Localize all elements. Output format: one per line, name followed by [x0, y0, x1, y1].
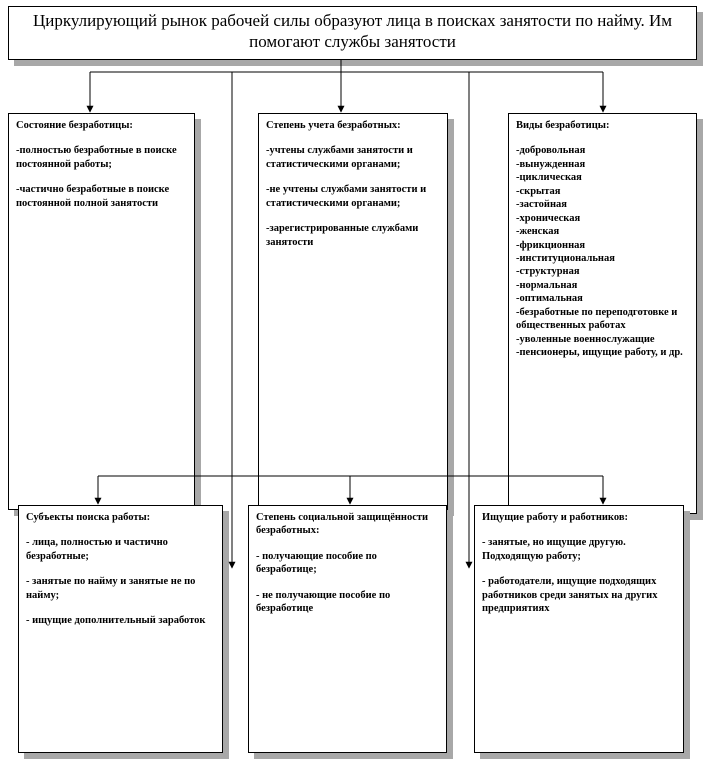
- seekers-item: - занятые, но ищущие другую. Подходящую работу;: [482, 537, 626, 562]
- job-search-subjects-item: - лица, полностью и частично безработные;: [26, 537, 168, 562]
- unemployment-type-item: -структурная: [516, 266, 580, 278]
- unemployment-type-item: -безработные по переподготовке и общественных работах: [516, 306, 678, 332]
- accounting-degree-item: -зарегистрированные службами занятости: [266, 223, 419, 248]
- seekers-item: - работодатели, ищущие подходящих работников среди занятых на других предприятиях: [482, 576, 658, 615]
- unemployment-type-item: -циклическая: [516, 172, 582, 184]
- unemployment-types-title: Виды безработицы:: [516, 120, 610, 131]
- unemployment-type-item: -женская: [516, 226, 560, 238]
- unemployment-type-item: -добровольная: [516, 145, 586, 157]
- accounting-degree-title: Степень учета безработных:: [266, 120, 401, 131]
- social-protection-title: Степень социальной защищённости безработных:: [256, 512, 429, 537]
- job-search-subjects-title: Субъекты поиска работы:: [26, 512, 151, 523]
- unemployment-state-title: Состояние безработицы:: [16, 120, 133, 131]
- job-search-subjects-box: [18, 505, 223, 753]
- header-box: [8, 6, 697, 60]
- unemployment-type-item: -оптимальная: [516, 293, 583, 305]
- social-protection-item: - не получающие пособие по безработице: [256, 589, 391, 615]
- unemployment-type-item: -застойная: [516, 199, 567, 211]
- accounting-degree-item: -не учтены службами занятости и статистическими органами;: [266, 184, 427, 209]
- unemployment-state-item: -полностью безработные в поиске постоянной работы;: [16, 145, 177, 170]
- unemployment-type-item: -нормальная: [516, 279, 578, 291]
- unemployment-type-item: -хроническая: [516, 212, 581, 224]
- unemployment-type-item: -скрытая: [516, 185, 561, 197]
- job-search-subjects-item: - занятые по найму и занятые не по найму;: [26, 576, 196, 601]
- unemployment-types-box: [508, 113, 697, 514]
- unemployment-type-item: -фрикционная: [516, 239, 586, 251]
- unemployment-state-box: [8, 113, 195, 510]
- accounting-degree-box: [258, 113, 448, 510]
- accounting-degree-item: -учтены службами занятости и статистическими органами;: [266, 145, 413, 170]
- unemployment-type-item: -уволенные военнослужащие: [516, 333, 655, 345]
- seekers-box: [474, 505, 684, 753]
- header-title: Циркулирующий рынок рабочей силы образуют лица в поисках занятости по найму. Им помогают службы занятости: [32, 11, 673, 52]
- social-protection-item: - получающие пособие по безработице;: [256, 550, 377, 576]
- unemployment-state-item: -частично безработные в поиске постоянной полной занятости: [16, 184, 170, 209]
- seekers-title: Ищущие работу и работников:: [482, 512, 629, 523]
- social-protection-box: [248, 505, 447, 753]
- unemployment-type-item: -пенсионеры, ищущие работу, и др.: [516, 347, 683, 358]
- job-search-subjects-item: - ищущие дополнительный заработок: [26, 615, 206, 627]
- unemployment-type-item: -вынужденная: [516, 158, 586, 170]
- unemployment-type-item: -институциональная: [516, 252, 615, 264]
